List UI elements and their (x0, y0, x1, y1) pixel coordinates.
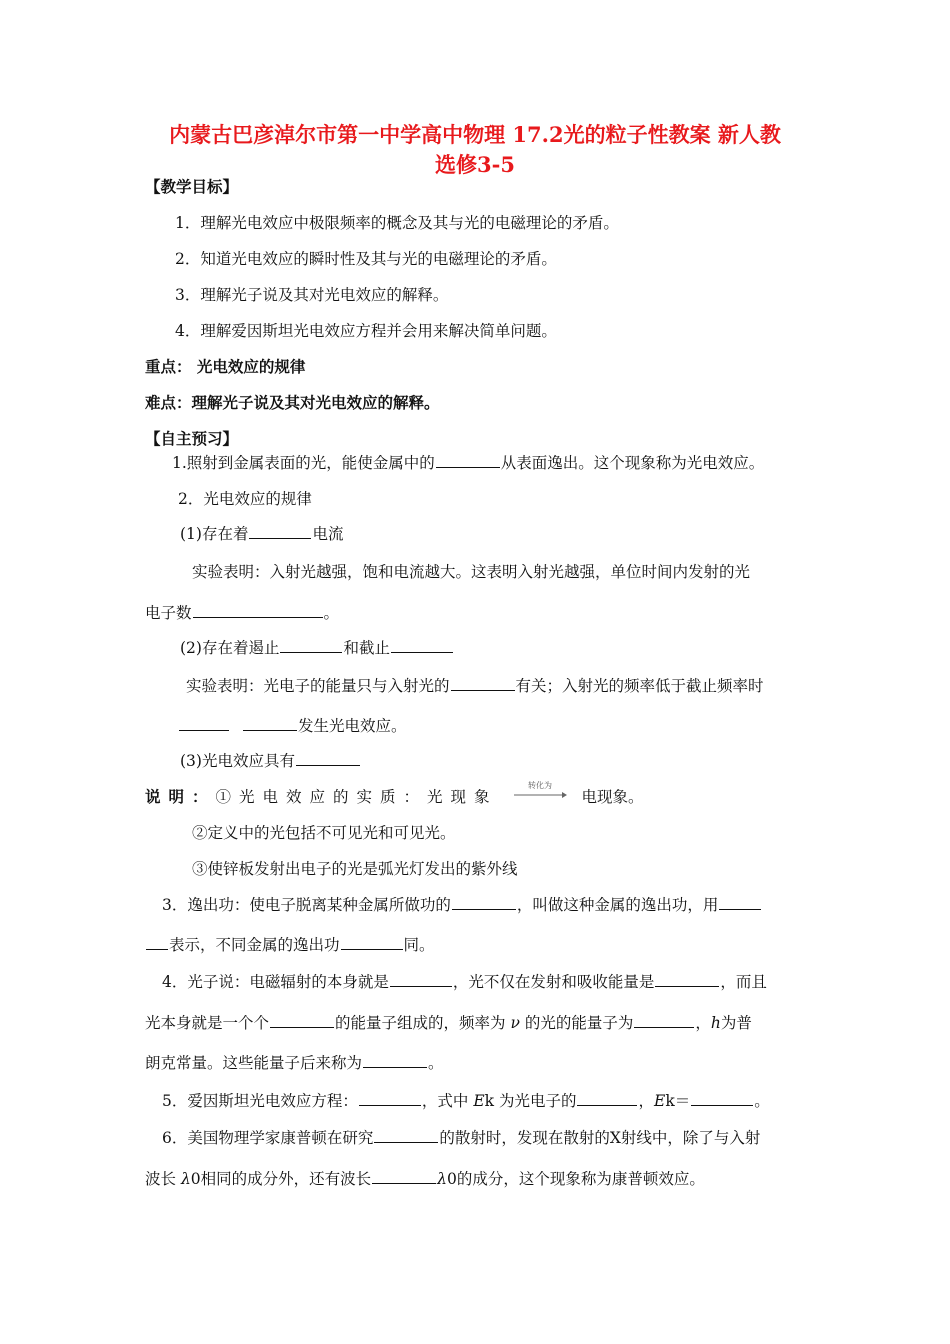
q2-2-exp1-text-b: 有关；入射光的频率低于截止频率时 (515, 677, 764, 695)
lambda-subscript: 0 (190, 1170, 201, 1188)
q6-text-e: 的成分，这个现象称为康普顿效应。 (456, 1170, 705, 1188)
answer-blank (249, 537, 311, 539)
title-line-1: 内蒙古巴彦淖尔市第一中学高中物理 17.2光的粒子性教案 新人教 (169, 122, 781, 147)
q5-text-e: 。 (754, 1092, 770, 1110)
answer-blank (243, 729, 297, 731)
question-2: 2．光电效应的规律 (178, 490, 312, 508)
ek-symbol: E (473, 1092, 485, 1110)
q5-text-c: 为光电子的 (494, 1092, 577, 1110)
answer-blank (719, 908, 761, 910)
nu-symbol: ν (510, 1014, 520, 1032)
question-4-line-3 (145, 1052, 444, 1074)
q2-2-exp2-text-b: 发生光电效应。 (298, 717, 407, 735)
q4-text-h: 为普 (720, 1014, 752, 1032)
answer-blank (341, 948, 403, 950)
ek-symbol-2: E (654, 1092, 666, 1110)
q2-1-text-b: 电流 (312, 525, 344, 543)
arrow-right-icon (512, 779, 568, 807)
answer-blank (280, 651, 342, 653)
answer-blank (655, 985, 719, 987)
question-6-line-1 (162, 1127, 760, 1149)
goal-item-1: 1．理解光电效应中极限频率的概念及其与光的电磁理论的矛盾。 (175, 214, 619, 232)
goal-item-3: 3．理解光子说及其对光电效应的解释。 (175, 286, 449, 304)
answer-blank (359, 1104, 421, 1106)
ek-subscript-2: k (665, 1092, 675, 1110)
q2-1-exp2-text-a: 电子数 (145, 604, 192, 622)
q4-text-a: 4．光子说：电磁辐射的本身就是 (162, 973, 389, 991)
answer-blank (372, 1182, 436, 1184)
lambda-symbol: λ (180, 1170, 191, 1188)
note-label: 说明： (145, 787, 216, 806)
q4-text-d: 光本身就是一个个 (145, 1014, 270, 1032)
answer-blank (193, 616, 323, 618)
question-2-1 (180, 523, 343, 545)
question-2-3 (180, 750, 361, 772)
ek-subscript: k (484, 1092, 495, 1110)
q3-text-b: ，叫做这种金属的逸出功，用 (516, 896, 719, 914)
q2-3-text-a: (3)光电效应具有 (180, 752, 295, 770)
answer-blank (146, 948, 168, 950)
question-5 (162, 1090, 770, 1112)
goal-item-4: 4．理解爱因斯坦光电效应方程并会用来解决简单问题。 (175, 322, 557, 340)
question-6-line-2 (145, 1168, 705, 1190)
q2-2-experiment-line-2 (178, 715, 407, 737)
note-text-b: 电现象。 (581, 788, 644, 806)
q6-text-a: 6．美国物理学家康普顿在研究 (162, 1129, 374, 1147)
question-4-line-1 (162, 971, 767, 993)
q2-2-exp1-text-a: 实验表明：光电子的能量只与入射光的 (186, 677, 450, 695)
answer-blank (374, 1141, 438, 1143)
goal-item-2: 2．知道光电效应的瞬时性及其与光的电磁理论的矛盾。 (175, 250, 557, 268)
q1-text-b: 从表面逸出。这个现象称为光电效应。 (500, 454, 765, 472)
note-line-2: ②定义中的光包括不可见光和可见光。 (192, 824, 456, 842)
q3-text-d: 同。 (403, 936, 435, 954)
q4-text-i: 朗克常量。这些能量子后来称为 (145, 1054, 363, 1072)
q3-text-c: 表示，不同金属的逸出功 (169, 936, 340, 954)
answer-blank (363, 1066, 427, 1068)
q6-text-c: 波长 (145, 1170, 181, 1188)
q4-text-g: ， (695, 1014, 711, 1032)
q3-text-a: 3．逸出功：使电子脱离某种金属所做功的 (162, 896, 451, 914)
q2-2-text-b: 和截止 (343, 639, 390, 657)
title-line-2: 选修3-5 (435, 152, 515, 177)
answer-blank (296, 764, 360, 766)
q2-1-exp2-text-b: 。 (323, 604, 340, 622)
document-title (110, 120, 840, 180)
answer-blank (634, 1026, 694, 1028)
answer-blank (436, 466, 500, 468)
difficulty-point: 难点：理解光子说及其对光电效应的解释。 (145, 393, 440, 412)
q4-text-e: 的能量子组成的，频率为 (335, 1014, 511, 1032)
arrow-label: 转化为 (527, 781, 552, 790)
answer-blank (179, 729, 229, 731)
q4-text-b: ，光不仅在发射和吸收能量是 (452, 973, 655, 991)
q5-text-b: ，式中 (421, 1092, 474, 1110)
q5-comma: ， (638, 1092, 654, 1110)
lambda-symbol-2: λ (437, 1170, 447, 1188)
self-preview-header: 【自主预习】 (145, 429, 239, 448)
note-line-3: ③使锌板发射出电子的光是弧光灯发出的紫外线 (192, 860, 518, 878)
q2-1-text-a: (1)存在着 (180, 525, 249, 543)
teaching-goals-header: 【教学目标】 (145, 177, 239, 196)
lambda-subscript-2: 0 (446, 1170, 457, 1188)
q2-2-text-a: (2)存在着遏止 (180, 639, 280, 657)
answer-blank (391, 651, 453, 653)
q6-text-b: 的散射时，发现在散射的X射线中，除了与入射 (439, 1129, 761, 1147)
q2-1-experiment-line-2 (145, 602, 339, 624)
q4-text-f: 的光的能量子为 (519, 1014, 634, 1032)
q4-text-c: ，而且 (720, 973, 767, 991)
note-line-1 (145, 781, 644, 809)
q2-2-experiment-line-1 (186, 675, 764, 697)
q2-1-experiment-line-1: 实验表明：入射光越强，饱和电流越大。这表明入射光越强，单位时间内发射的光 (192, 563, 751, 581)
h-symbol: h (710, 1014, 721, 1032)
answer-blank (270, 1026, 334, 1028)
q5-text-d: ＝ (674, 1092, 691, 1110)
answer-blank (390, 985, 452, 987)
key-point: 重点： 光电效应的规律 (145, 357, 306, 376)
question-1 (172, 452, 764, 474)
answer-blank (577, 1104, 637, 1106)
q5-text-a: 5．爱因斯坦光电效应方程： (162, 1092, 358, 1110)
q4-text-j: 。 (428, 1054, 444, 1072)
question-4-line-2 (145, 1012, 752, 1034)
answer-blank (451, 689, 515, 691)
question-2-2 (180, 637, 454, 659)
question-3-line-1 (162, 894, 762, 916)
answer-blank (691, 1104, 753, 1106)
note-text-a: ①光电效应的实质：光现象 (215, 788, 498, 806)
q6-text-d: 相同的成分外，还有波长 (200, 1170, 372, 1188)
q1-text-a: 1.照射到金属表面的光，能使金属中的 (172, 454, 435, 472)
convert-arrow (512, 781, 568, 809)
answer-blank (452, 908, 516, 910)
question-3-line-2 (145, 934, 435, 956)
